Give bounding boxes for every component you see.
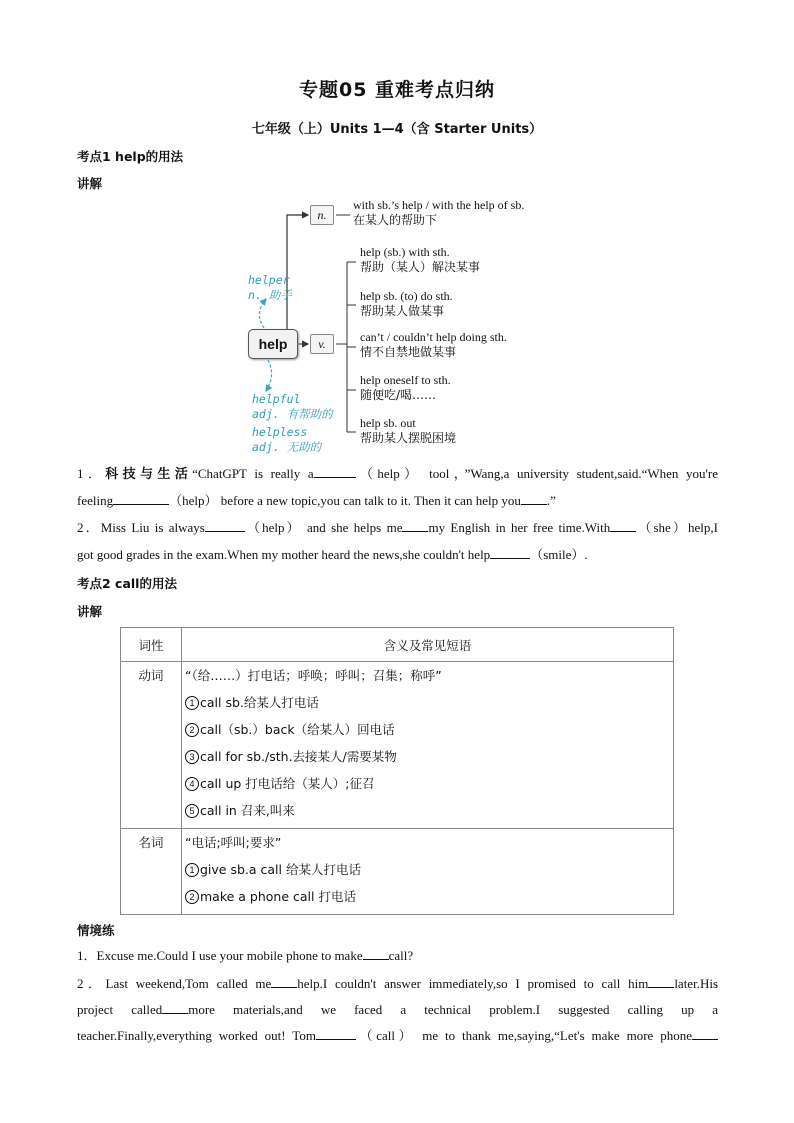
question-text: more materials,and we faced a technical problem.I suggested calling up a bbox=[188, 1002, 718, 1017]
circled-number: 2 bbox=[185, 723, 199, 737]
verb-phrase-cn: 帮助某人做某事 bbox=[360, 304, 445, 318]
section1-explain-label: 讲解 bbox=[77, 176, 103, 191]
verb-box: v. bbox=[310, 334, 334, 354]
circled-number: 4 bbox=[185, 777, 199, 791]
phrase-line bbox=[182, 856, 673, 883]
noun-box: n. bbox=[310, 205, 334, 225]
question-text: （help） before a new topic,you can talk to it. Then it can help you bbox=[169, 493, 521, 508]
verb-phrase-en: help oneself to sth. bbox=[360, 373, 451, 387]
page-subtitle: 七年级（上）Units 1—4（含 Starter Units） bbox=[251, 122, 543, 137]
question-number: 2． bbox=[77, 520, 101, 535]
table-cell bbox=[121, 662, 182, 829]
question-number: 1． bbox=[77, 466, 106, 481]
section2-explain-label: 讲解 bbox=[77, 604, 103, 619]
phrase-line bbox=[182, 743, 673, 770]
phrase-line bbox=[182, 689, 673, 716]
answer-blank[interactable] bbox=[610, 518, 636, 532]
meaning-line: “（给……）打电话；呼唤；呼叫；召集；称呼” bbox=[185, 668, 442, 683]
answer-blank[interactable] bbox=[363, 946, 389, 960]
question-text: .” bbox=[546, 493, 556, 508]
table-cell bbox=[121, 829, 182, 915]
answer-blank[interactable] bbox=[692, 1026, 718, 1040]
question-text: Excuse me.Could I use your mobile phone to make bbox=[96, 948, 363, 963]
derivative-helper: helper bbox=[248, 273, 290, 287]
phrase-text: call for sb./sth.去接某人/需要某物 bbox=[200, 749, 397, 764]
question-tag: 科技与生活 bbox=[105, 467, 193, 482]
derivative-helpless: helpless bbox=[252, 425, 308, 439]
answer-blank[interactable] bbox=[402, 518, 428, 532]
answer-blank[interactable] bbox=[521, 491, 547, 505]
answer-blank[interactable] bbox=[648, 974, 674, 988]
question-text: “ChatGPT is really a bbox=[192, 466, 314, 481]
practice-2-cont bbox=[77, 996, 718, 1023]
phrase-line bbox=[182, 883, 673, 910]
question-1-cont bbox=[77, 487, 718, 514]
question-2-cont bbox=[77, 541, 718, 568]
call-usage-table bbox=[120, 627, 674, 915]
derivative-helpless-meaning: adj. 无助的 bbox=[252, 440, 322, 454]
table-cell bbox=[182, 829, 674, 915]
answer-blank[interactable] bbox=[205, 518, 245, 532]
question-text: project called bbox=[77, 1002, 163, 1017]
answer-blank[interactable] bbox=[316, 1026, 356, 1040]
table-cell bbox=[182, 662, 674, 829]
phrase-text: call in 召来,叫来 bbox=[200, 803, 295, 818]
derivative-helper-meaning: n. 助手 bbox=[248, 288, 292, 302]
practice-2 bbox=[77, 970, 718, 997]
circled-number: 1 bbox=[185, 863, 199, 877]
circled-number: 3 bbox=[185, 750, 199, 764]
question-text: my English in her free time.With bbox=[428, 520, 611, 535]
verb-phrase-cn: 帮助（某人）解决某事 bbox=[360, 260, 481, 274]
answer-blank[interactable] bbox=[113, 491, 169, 505]
question-number: 2． bbox=[77, 976, 106, 991]
practice-label: 情境练 bbox=[77, 923, 115, 938]
page-title: 专题05 重难考点归纳 bbox=[298, 79, 496, 101]
answer-blank[interactable] bbox=[162, 1000, 188, 1014]
phrase-text: call sb.给某人打电话 bbox=[200, 695, 319, 710]
circled-number: 1 bbox=[185, 696, 199, 710]
question-text: call? bbox=[388, 948, 414, 963]
pos-label: 动词 bbox=[138, 668, 164, 683]
question-text: （smile）. bbox=[530, 547, 588, 562]
question-1 bbox=[77, 460, 718, 488]
pos-label: 名词 bbox=[138, 835, 164, 850]
table-row bbox=[121, 829, 674, 915]
answer-blank[interactable] bbox=[490, 545, 530, 559]
verb-phrase-en: help sb. out bbox=[360, 416, 416, 430]
table-header-row bbox=[121, 628, 674, 662]
answer-blank[interactable] bbox=[271, 974, 297, 988]
question-number: 1． bbox=[77, 948, 97, 963]
question-text: got good grades in the exam.When my mother heard the news,she couldn't help bbox=[77, 547, 491, 562]
question-text: （call） me to thank me,saying,“Let's make more phone bbox=[355, 1028, 692, 1043]
phrase-line bbox=[182, 770, 673, 797]
circled-number: 2 bbox=[185, 890, 199, 904]
question-text: help.I couldn't answer immediately,so I promised to call him bbox=[297, 976, 649, 991]
phrase-text: call（sb.）back（给某人）回电话 bbox=[200, 722, 395, 737]
table-header: 含义及常见短语 bbox=[182, 628, 674, 662]
verb-phrase-cn: 情不自禁地做某事 bbox=[360, 345, 457, 359]
noun-phrase-en: with sb.’s help / with the help of sb. bbox=[353, 198, 525, 212]
verb-phrase-cn: 帮助某人摆脱困境 bbox=[360, 431, 457, 445]
circled-number: 5 bbox=[185, 804, 199, 818]
question-text: （help） tool，”Wang,a university student,said.“When you're bbox=[355, 466, 718, 481]
verb-phrase-cn: 随便吃/喝…… bbox=[360, 388, 437, 402]
question-text: Miss Liu is always bbox=[100, 520, 205, 535]
question-text: later.His bbox=[674, 976, 718, 991]
derivative-helpful: helpful bbox=[252, 392, 301, 406]
phrase-line bbox=[182, 716, 673, 743]
question-text: teacher.Finally,everything worked out! Tom bbox=[77, 1028, 316, 1043]
phrase-text: make a phone call 打电话 bbox=[200, 889, 356, 904]
question-text: Last weekend,Tom called me bbox=[105, 976, 272, 991]
practice-2-cont bbox=[77, 1022, 718, 1049]
table-row bbox=[121, 662, 674, 829]
question-2 bbox=[77, 514, 718, 541]
section1-heading: 考点1 help的用法 bbox=[77, 149, 184, 164]
help-diagram bbox=[240, 195, 560, 455]
question-text: feeling bbox=[77, 493, 114, 508]
verb-phrase-en: help (sb.) with sth. bbox=[360, 245, 450, 259]
answer-blank[interactable] bbox=[314, 464, 356, 478]
practice-1 bbox=[77, 942, 718, 969]
table-header: 词性 bbox=[121, 628, 182, 662]
meaning-line: “电话;呼叫;要求” bbox=[185, 835, 282, 850]
phrase-line bbox=[182, 797, 673, 824]
derivative-helpful-meaning: adj. 有帮助的 bbox=[252, 407, 333, 421]
question-text: （she）help,I bbox=[636, 520, 718, 535]
section2-heading: 考点2 call的用法 bbox=[77, 576, 177, 591]
phrase-text: give sb.a call 给某人打电话 bbox=[200, 862, 361, 877]
question-text: （help） and she helps me bbox=[244, 520, 403, 535]
noun-phrase-cn: 在某人的帮助下 bbox=[353, 213, 438, 227]
verb-phrase-en: can’t / couldn’t help doing sth. bbox=[360, 330, 507, 344]
verb-phrase-en: help sb. (to) do sth. bbox=[360, 289, 453, 303]
phrase-text: call up 打电话给（某人）;征召 bbox=[200, 776, 375, 791]
help-center-box: help bbox=[248, 329, 298, 359]
